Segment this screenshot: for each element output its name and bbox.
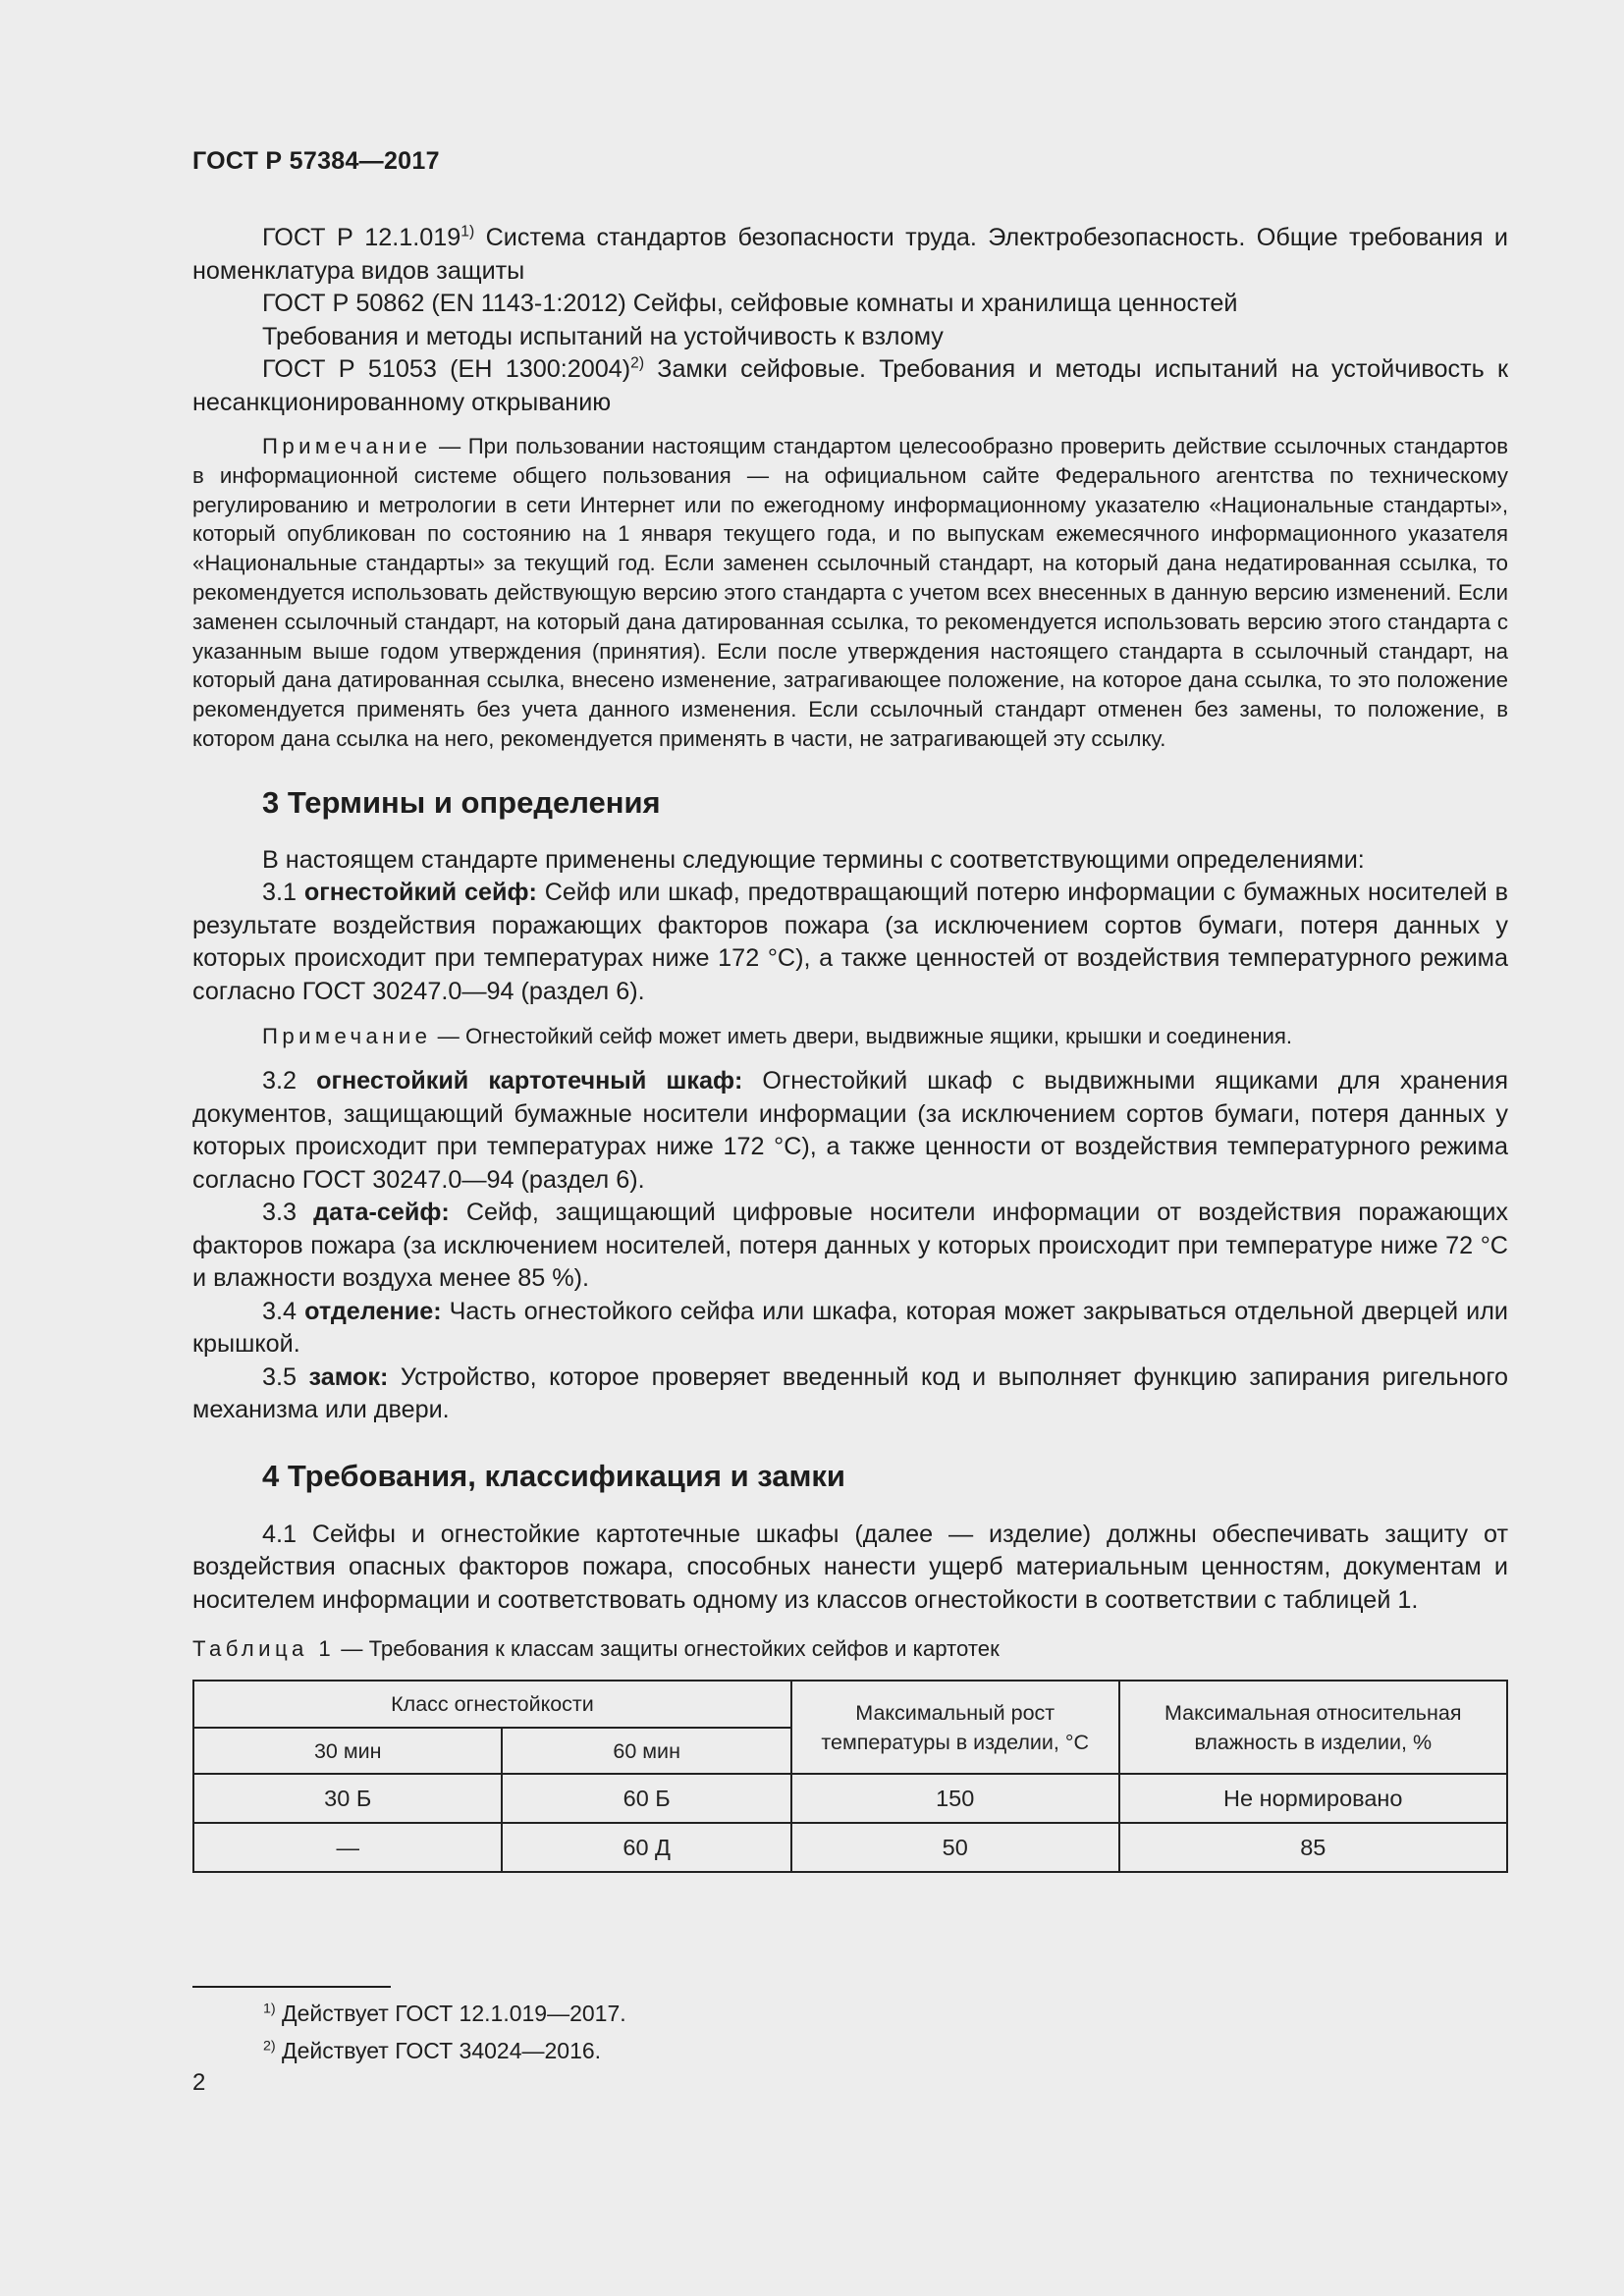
reference-note: Примечание — При пользовании настоящим стандартом целесообразно проверить действие ссылочных стандартов в информационной системе общего пользования — на официальном сайте Федерального агентства по техническому регулированию и метрологии в сети Интернет или по ежегодному информационному указателю «Национальные стандарты», который опубликован по состоянию на 1 января текущего года, и по выпускам ежемесячного информационного указателя «Национальные стандарты» за текущий год. Если заменен ссылочный стандарт, на который дана недатированная ссылка, то рекомендуется использовать действующую версию этого стандарта с учетом всех внесенных в данную версию изменений. Если заменен ссылочный стандарт, на который дана датированная ссылка, то рекомендуется использовать версию этого стандарта с указанным выше годом утверждения (принятия). Если после утверждения настоящего стандарта в ссылочный стандарт, на который дана датированная ссылка, внесено изменение, затрагивающее положение, на которое дана ссылка, то это положение рекомендуется применять без учета данного изменения. Если ссылочный стандарт отменен без замены, то положение, в котором дана ссылка на него, рекомендуется применять в части, не затрагивающей эту ссылку. [192, 434, 1508, 751]
section-3-title: 3 Термины и определения [262, 784, 661, 820]
table-1 [192, 1680, 1508, 1873]
table-cell: 150 [791, 1774, 1119, 1823]
main-content [192, 222, 1508, 1873]
footnotes [263, 1995, 626, 2069]
table-cell: 50 [791, 1823, 1119, 1872]
header-max-temp: Максимальный рост температуры в изделии, °С [791, 1681, 1119, 1774]
reference-item: ГОСТ Р 50862 (EN 1143-1:2012) Сейфы, сейфовые комнаты и хранилища ценностей [262, 290, 1238, 317]
table-cell: 30 Б [193, 1774, 502, 1823]
section-4-title: 4 Требования, классификация и замки [262, 1458, 845, 1493]
term-definition: 3.5 замок: Устройство, которое проверяет введенный код и выполняет функцию запирания ригельного механизма или двери. [192, 1362, 1508, 1424]
table-cell: 60 Б [502, 1774, 790, 1823]
paragraph-4-1: 4.1 Сейфы и огнестойкие картотечные шкафы (далее — изделие) должны обеспечивать защиту от воздействия опасных факторов пожара, способных нанести ущерб материальным ценностям, документам и носителем информации и соответствовать одному из классов огнестойкости в соответствии с таблицей 1. [192, 1520, 1508, 1614]
section-3-intro: В настоящем стандарте применены следующие термины с соответствующими определениями: [262, 845, 1365, 874]
term-definition: 3.4 отделение: Часть огнестойкого сейфа или шкафа, которая может закрываться отдельной дверцей или крышкой. [192, 1297, 1508, 1359]
header-max-humidity: Максимальная относительная влажность в изделии, % [1119, 1681, 1507, 1774]
footnote-item: $^{1)}$ Действует ГОСТ 12.1.019—2017. [263, 2001, 626, 2026]
term-definition: 3.1 огнестойкий сейф: Сейф или шкаф, предотвращающий потерю информации с бумажных носителей в результате воздействия поражающих факторов пожара (за исключением сортов бумаги, потеря данных у которых происходит при температурах ниже 172 °С), а также ценностей от воздействия температурного режима согласно ГОСТ 30247.0—94 (раздел 6). [192, 879, 1508, 1005]
reference-item: ГОСТ Р 12.1.019$^{1)}$ Система стандартов безопасности труда. Электробезопасность. Общие требования и номенклатура видов защиты [192, 223, 1508, 285]
table-cell: Не нормировано [1119, 1774, 1507, 1823]
page-number: 2 [192, 2069, 206, 2096]
header-fire-class: Класс огнестойкости [193, 1681, 791, 1728]
reference-item: ГОСТ Р 51053 (ЕН 1300:2004)$^{2)}$ Замки сейфовые. Требования и методы испытаний на устойчивость к несанкционированному открыванию [192, 354, 1509, 416]
table-row [193, 1774, 1507, 1823]
footnote-separator [192, 1986, 391, 1988]
document-header: ГОСТ Р 57384—2017 [192, 147, 440, 175]
footnote-item: $^{2)}$ Действует ГОСТ 34024—2016. [263, 2038, 602, 2063]
table-cell: — [193, 1823, 502, 1872]
term-note: Примечание — Огнестойкий сейф может иметь двери, выдвижные ящики, крышки и соединения. [262, 1024, 1293, 1049]
table-cell: 85 [1119, 1823, 1507, 1872]
term-definition: 3.2 огнестойкий картотечный шкаф: Огнестойкий шкаф с выдвижными ящиками для хранения документов, защищающий бумажные носители информации (за исключением сортов бумаги, потеря данных у которых происходит при температурах ниже 172 °С), а также ценности от воздействия температурного режима согласно ГОСТ 30247.0—94 (раздел 6). [192, 1067, 1508, 1194]
table-row [193, 1823, 1507, 1872]
header-60-min: 60 мин [502, 1728, 790, 1774]
reference-item-continued: Требования и методы испытаний на устойчивость к взлому [262, 322, 944, 350]
header-30-min: 30 мин [193, 1728, 502, 1774]
table-cell: 60 Д [502, 1823, 790, 1872]
table-caption: Таблица 1 — Требования к классам защиты огнестойких сейфов и картотек [192, 1636, 1000, 1662]
term-definition: 3.3 дата-сейф: Сейф, защищающий цифровые носители информации от воздействия поражающих факторов пожара (за исключением носителей, потеря данных у которых происходит при температуре ниже 72 °С и влажности воздуха менее 85 %). [192, 1199, 1508, 1293]
